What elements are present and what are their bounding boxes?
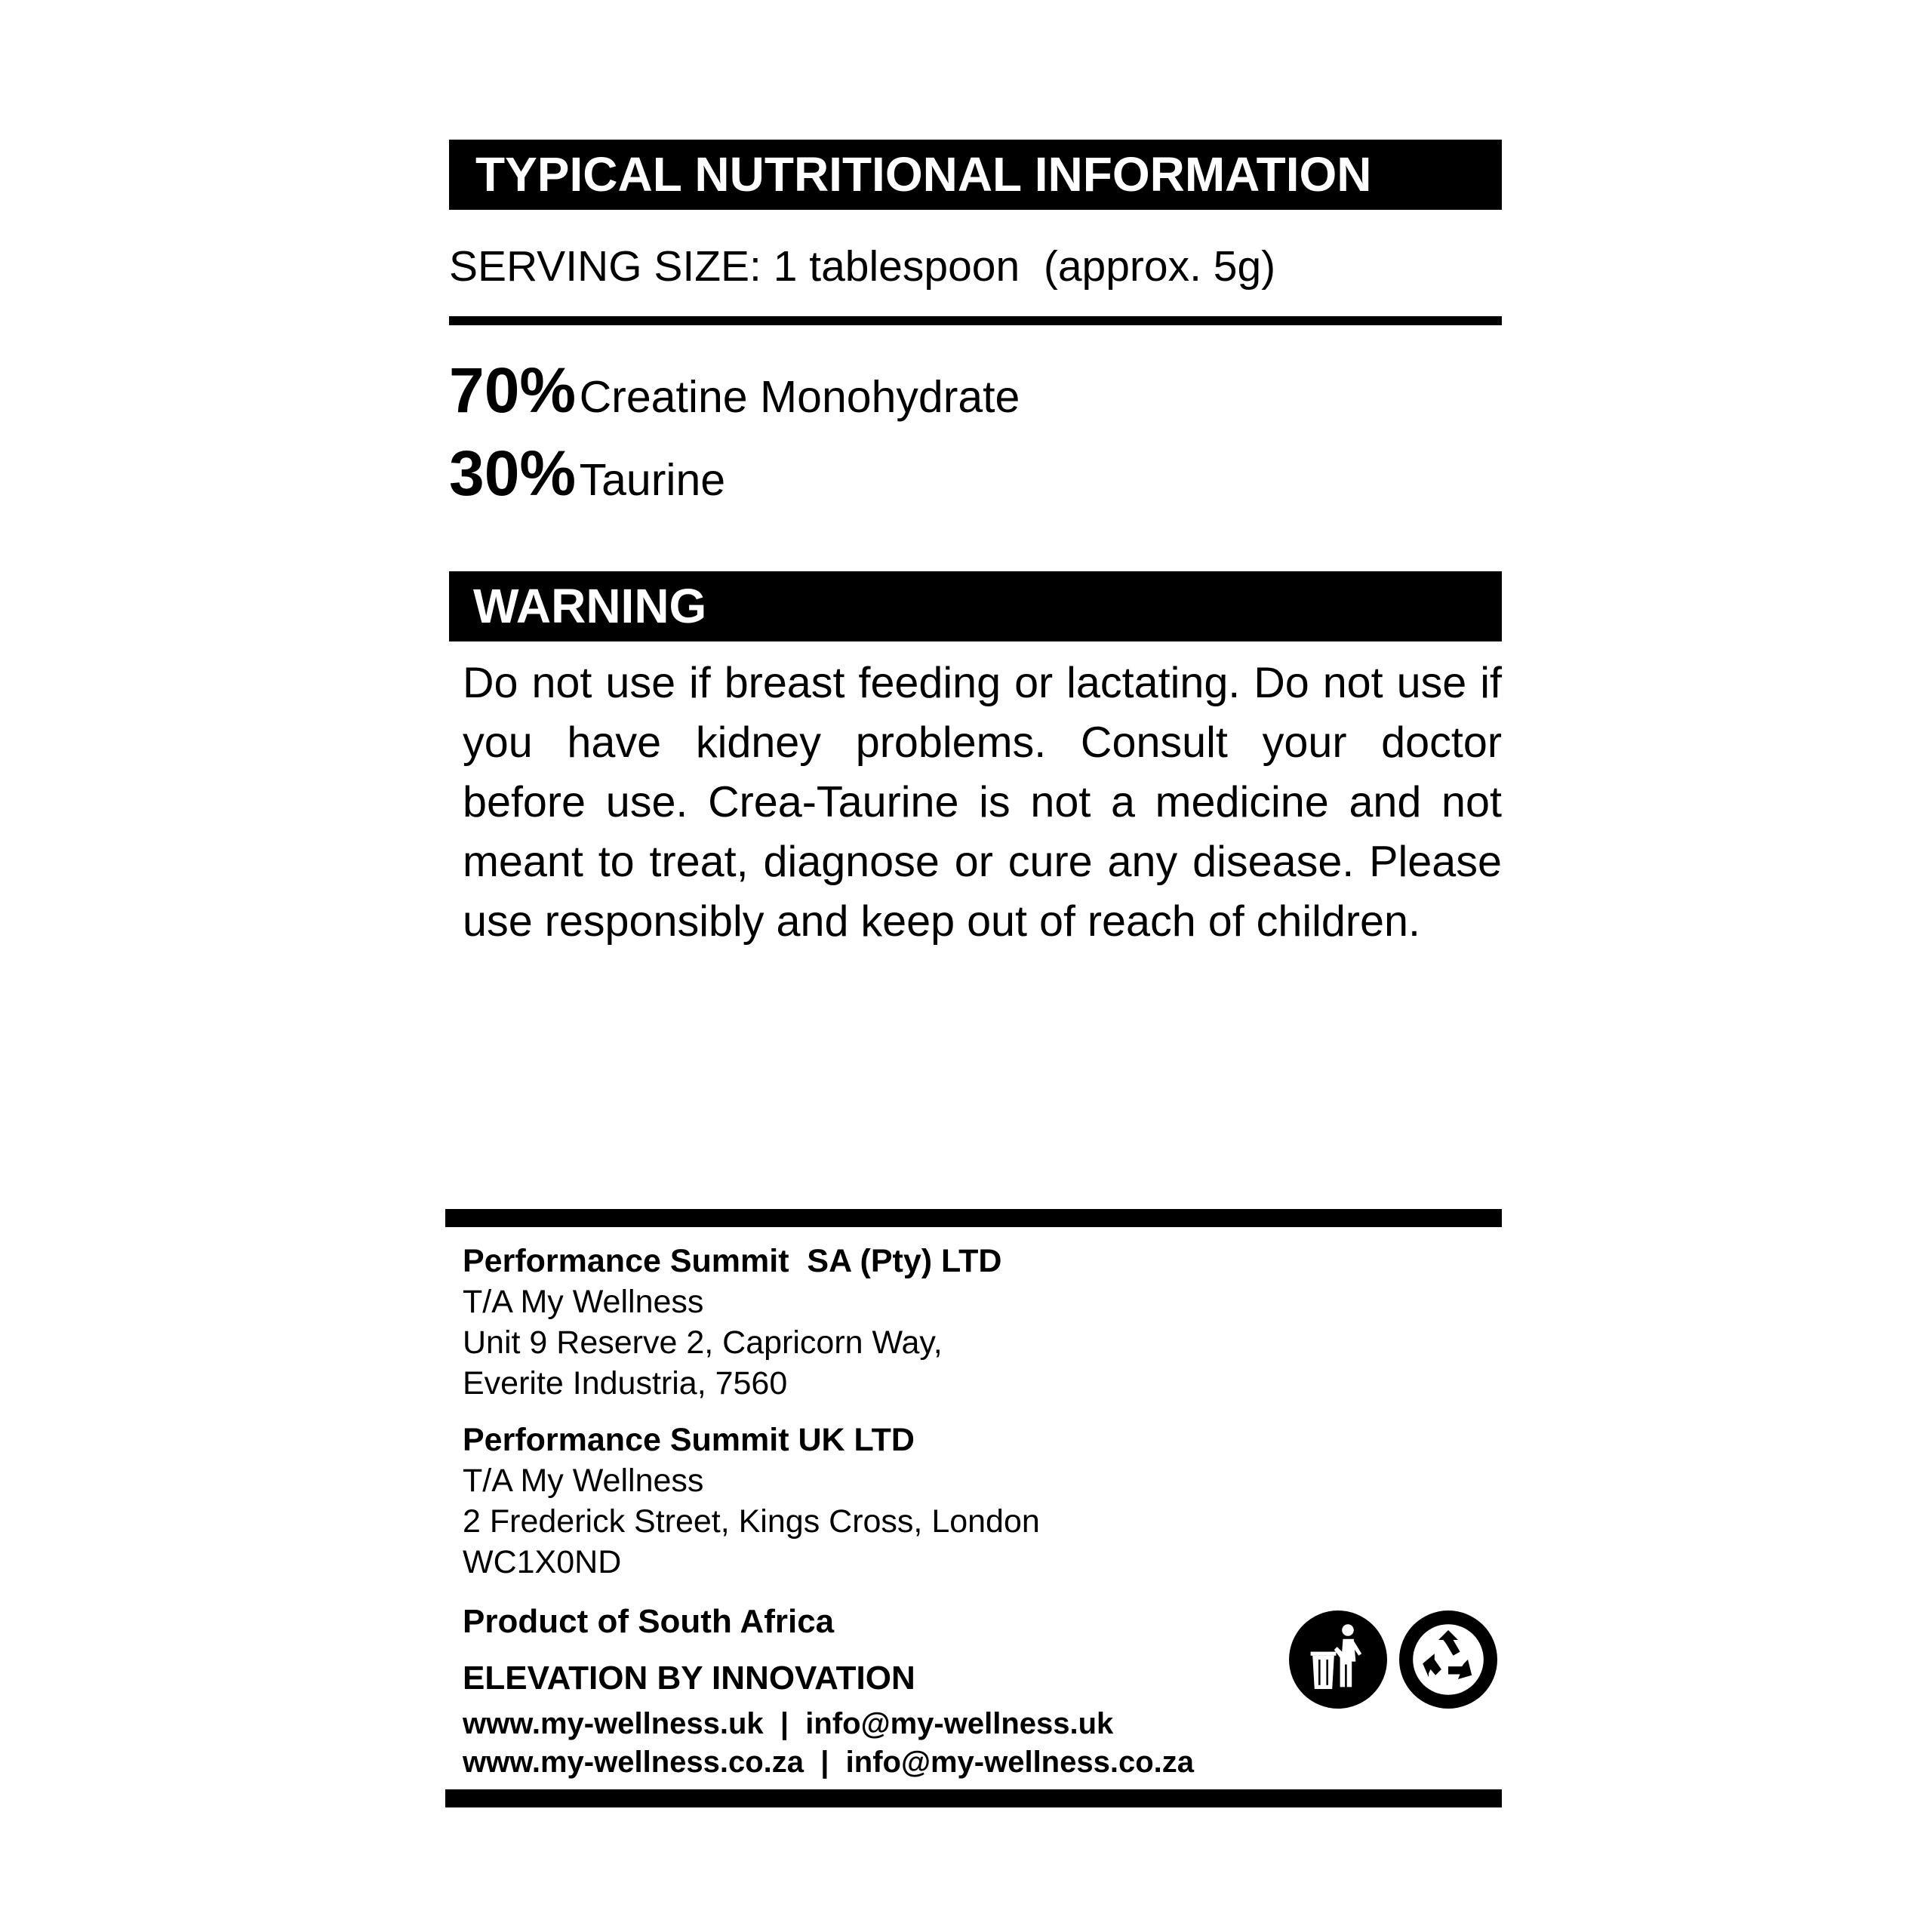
footer-top-divider (445, 1209, 1502, 1227)
serving-size: SERVING SIZE: 1 tablespoon (approx. 5g) (449, 242, 1276, 291)
brand-slogan: ELEVATION BY INNOVATION (463, 1660, 915, 1697)
ingredient-name: Creatine Monohydrate (579, 372, 1020, 422)
product-origin: Product of South Africa (463, 1603, 835, 1640)
address-uk (463, 1420, 1217, 1583)
tidyman-dispose-icon (1289, 1611, 1387, 1709)
company-name: Performance Summit SA (Pty) LTD (463, 1243, 1002, 1279)
address-line: T/A My Wellness (463, 1463, 704, 1499)
ingredient-percent: 70% (449, 355, 577, 426)
contact-za: www.my-wellness.co.za | info@my-wellness.co.za (463, 1746, 1195, 1779)
warning-text: Do not use if breast feeding or lactating. Do not use if you have kidney problems. Consult your doctor before use. Crea-Taurine is not a medicine and not meant to treat, diagnose or cure any disease. Please use responsibly and keep out of reach of children. (463, 659, 1502, 946)
warning-heading: WARNING (449, 571, 1502, 641)
address-line: 2 Frederick Street, Kings Cross, London (463, 1503, 1040, 1540)
company-name: Performance Summit UK LTD (463, 1422, 915, 1458)
address-sa (463, 1241, 1217, 1404)
contact-uk: www.my-wellness.uk | info@my-wellness.uk (463, 1707, 1114, 1740)
address-line: Everite Industria, 7560 (463, 1365, 788, 1401)
ingredient-percent: 30% (449, 438, 577, 509)
nutrition-heading: TYPICAL NUTRITIONAL INFORMATION (449, 140, 1502, 210)
address-line: Unit 9 Reserve 2, Capricorn Way, (463, 1324, 943, 1361)
ingredient-row (449, 432, 725, 534)
recycle-icon (1399, 1611, 1497, 1709)
address-line: WC1X0ND (463, 1544, 622, 1580)
ingredient-name: Taurine (579, 455, 726, 505)
serving-divider (449, 316, 1502, 325)
footer-bottom-divider (445, 1789, 1502, 1807)
address-line: T/A My Wellness (463, 1284, 704, 1320)
